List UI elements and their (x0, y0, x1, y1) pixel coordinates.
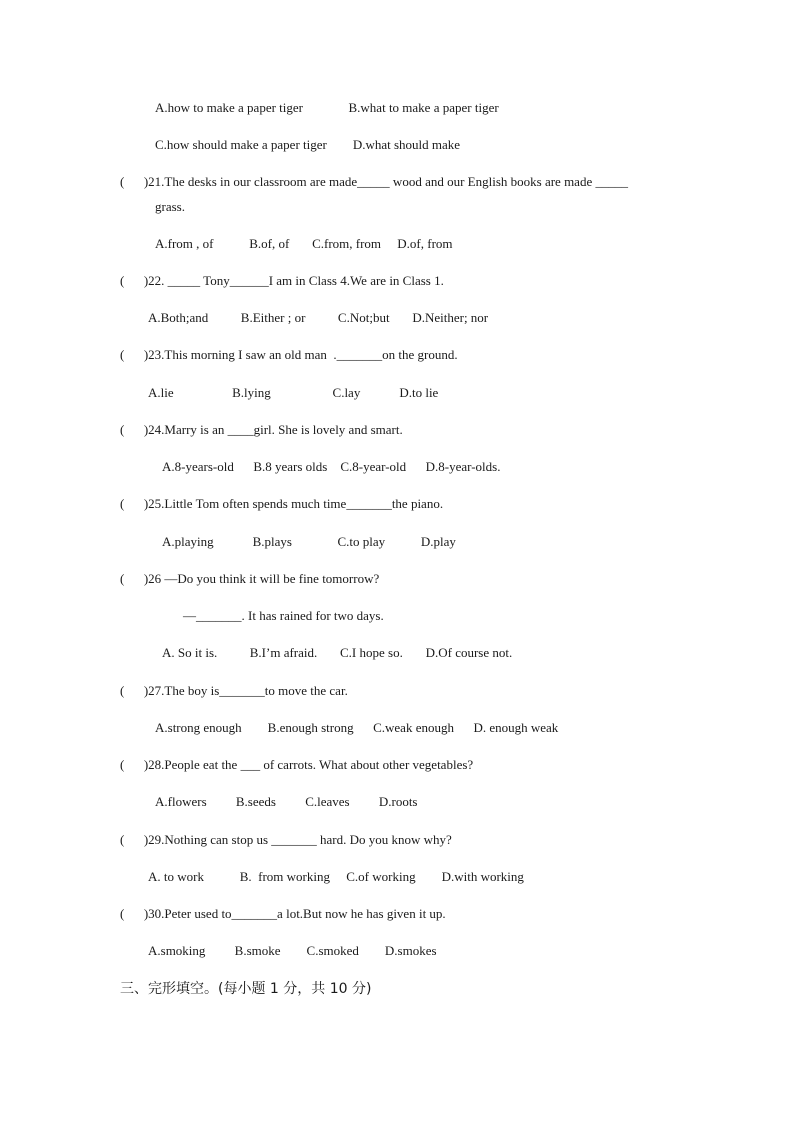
question-29: ( )29.Nothing can stop us _______ hard. Do you know why? (120, 832, 452, 847)
options-q22: A.Both;and B.Either ; or C.Not;but D.Neither; nor (148, 310, 489, 325)
question-30: ( )30.Peter used to_______a lot.But now he has given it up. (120, 906, 446, 921)
question-24: ( )24.Marry is an ____girl. She is lovely and smart. (120, 422, 403, 437)
options-q26: A. So it is. B.I’m afraid. C.I hope so. D.Of course not. (162, 645, 513, 660)
question-23: ( )23.This morning I saw an old man ._______on the ground. (120, 347, 458, 362)
options-q21: A.from , of B.of, of C.from, from D.of, from (155, 236, 453, 251)
question-21-continued: grass. (155, 199, 185, 214)
options-q27: A.strong enough B.enough strong C.weak enough D. enough weak (155, 720, 559, 735)
question-28: ( )28.People eat the ___ of carrots. What about other vegetables? (120, 757, 474, 772)
question-25: ( )25.Little Tom often spends much time_______the piano. (120, 496, 444, 511)
question-27: ( )27.The boy is_______to move the car. (120, 683, 348, 698)
question-26-reply: —_______. It has rained for two days. (183, 608, 384, 623)
options-q30: A.smoking B.smoke C.smoked D.smokes (148, 943, 437, 958)
options-q20-row1: A.how to make a paper tiger B.what to make a paper tiger (155, 100, 499, 115)
options-q25: A.playing B.plays C.to play D.play (162, 534, 456, 549)
options-q28: A.flowers B.seeds C.leaves D.roots (155, 794, 418, 809)
question-22: ( )22. _____ Tony______I am in Class 4.We are in Class 1. (120, 273, 444, 288)
question-26: ( )26 —Do you think it will be fine tomorrow? (120, 571, 380, 586)
options-q24: A.8-years-old B.8 years olds C.8-year-old D.8-year-olds. (162, 459, 501, 474)
options-q20-row2: C.how should make a paper tiger D.what should make (155, 137, 461, 152)
options-q23: A.lie B.lying C.lay D.to lie (148, 385, 439, 400)
question-21: ( )21.The desks in our classroom are made_____ wood and our English books are made _____ (120, 174, 628, 189)
options-q29: A. to work B. from working C.of working D.with working (148, 869, 524, 884)
section-heading-cloze: 三、完形填空。(每小题 1 分，共 10 分) (120, 981, 372, 997)
